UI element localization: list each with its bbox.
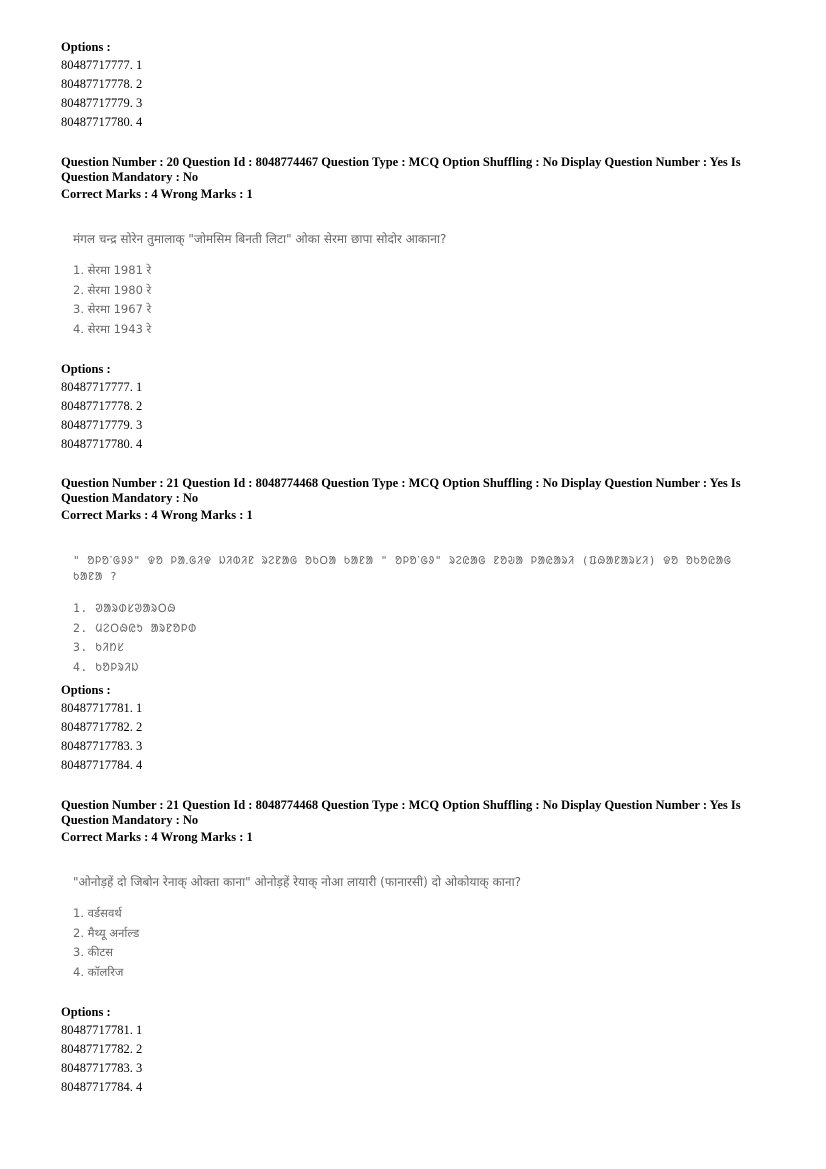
question-mandatory: Question Mandatory : No	[61, 491, 199, 505]
choice-item: 4. सेरमा 1943 रे	[73, 321, 152, 336]
question-text: मंगल चन्द्र सोरेन तुमालाक् "जोमसिम बिनती लिटा" ओका सेरमा छापा सोदोर आकाना?	[73, 232, 447, 246]
question-text: " ᱚᱞᱚᱸᱜᱽᱽ" ᱫᱚ ᱞᱟᱹᱜᱤᱫ ᱡᱤᱵᱤᱱ ᱨᱮᱱᱟᱜ ᱚᱠᱛᱟ ᱠᱟᱱᱟ " ᱚᱞᱚᱸᱜᱽ" ᱨᱮᱭᱟᱜ ᱱᱚᱶᱟ ᱞᱟᱭᱟᱨᱤ (ᱯᱷᱟᱱᱟᱨᱥᱤ) ᱫᱚ ᱚᱠᱚᱭᱟᱜ ᱠᱟᱱᱟ ?	[73, 554, 732, 583]
choice-item: 1. वर्डसवर्थ	[73, 906, 122, 920]
options-block	[61, 681, 761, 775]
option-line: 80487717778. 2	[61, 77, 143, 91]
options-label: Options :	[61, 362, 111, 376]
question-header	[61, 155, 761, 202]
question-image	[73, 231, 753, 339]
question-marks: Correct Marks : 4 Wrong Marks : 1	[61, 187, 253, 201]
option-line: 80487717784. 4	[61, 1080, 143, 1094]
option-line: 80487717784. 4	[61, 758, 143, 772]
choice-item: 3. ᱠᱤᱴᱥ	[73, 640, 125, 654]
question-header	[61, 798, 761, 845]
question-choices	[73, 599, 753, 677]
question-choices	[73, 261, 753, 339]
choice-item: 2. सेरमा 1980 रे	[73, 282, 152, 297]
question-image	[73, 874, 753, 982]
option-line: 80487717777. 1	[61, 58, 143, 72]
choice-item: 2. मैथ्यू अर्नाल्ड	[73, 925, 140, 940]
option-line: 80487717781. 1	[61, 701, 143, 715]
question-text: "ओनोड़हें दो जिबोन रेनाक् ओक्ता काना" ओनोड़हें रेयाक् नोआ लायारी (फानारसी) दो ओकोयाक् काना?	[73, 875, 522, 889]
question-header	[61, 476, 761, 523]
choice-item: 1. ᱣᱟᱨᱰᱥᱣᱟᱨᱛᱷ	[73, 601, 176, 615]
question-meta-line: Question Number : 20 Question Id : 8048774467 Question Type : MCQ Option Shuffling : No Display Question Number : Yes Is	[61, 155, 741, 169]
option-line: 80487717783. 3	[61, 739, 143, 753]
option-line: 80487717781. 1	[61, 1023, 143, 1037]
choice-item: 4. कॉलरिज	[73, 964, 124, 979]
question-marks: Correct Marks : 4 Wrong Marks : 1	[61, 508, 253, 522]
option-line: 80487717779. 3	[61, 96, 143, 110]
options-block	[61, 360, 761, 454]
option-line: 80487717780. 4	[61, 437, 143, 451]
question-meta-line: Question Number : 21 Question Id : 8048774468 Question Type : MCQ Option Shuffling : No Display Question Number : Yes Is	[61, 798, 741, 812]
choice-item: 3. सेरमा 1967 रे	[73, 302, 152, 316]
options-block	[61, 38, 761, 132]
options-block	[61, 1003, 761, 1097]
options-label: Options :	[61, 1005, 111, 1019]
choice-item: 1. सेरमा 1981 रे	[73, 263, 152, 277]
options-label: Options :	[61, 40, 111, 54]
question-meta-line: Question Number : 21 Question Id : 8048774468 Question Type : MCQ Option Shuffling : No Display Question Number : Yes Is	[61, 476, 741, 490]
option-line: 80487717782. 2	[61, 720, 143, 734]
choice-item: 4. ᱠᱚᱞᱨᱤᱡ	[73, 659, 140, 674]
option-line: 80487717782. 2	[61, 1042, 143, 1056]
option-line: 80487717777. 1	[61, 380, 143, 394]
options-label: Options :	[61, 683, 111, 697]
choice-item: 2. ᱢᱮᱛᱷᱭᱩ ᱟᱨᱱᱚᱞᱰ	[73, 620, 197, 635]
question-choices	[73, 904, 753, 982]
choice-item: 3. कीटस	[73, 945, 114, 959]
question-mandatory: Question Mandatory : No	[61, 813, 199, 827]
question-marks: Correct Marks : 4 Wrong Marks : 1	[61, 830, 253, 844]
option-line: 80487717778. 2	[61, 399, 143, 413]
option-line: 80487717780. 4	[61, 115, 143, 129]
option-line: 80487717783. 3	[61, 1061, 143, 1075]
question-mandatory: Question Mandatory : No	[61, 170, 199, 184]
option-line: 80487717779. 3	[61, 418, 143, 432]
question-image	[73, 553, 753, 677]
